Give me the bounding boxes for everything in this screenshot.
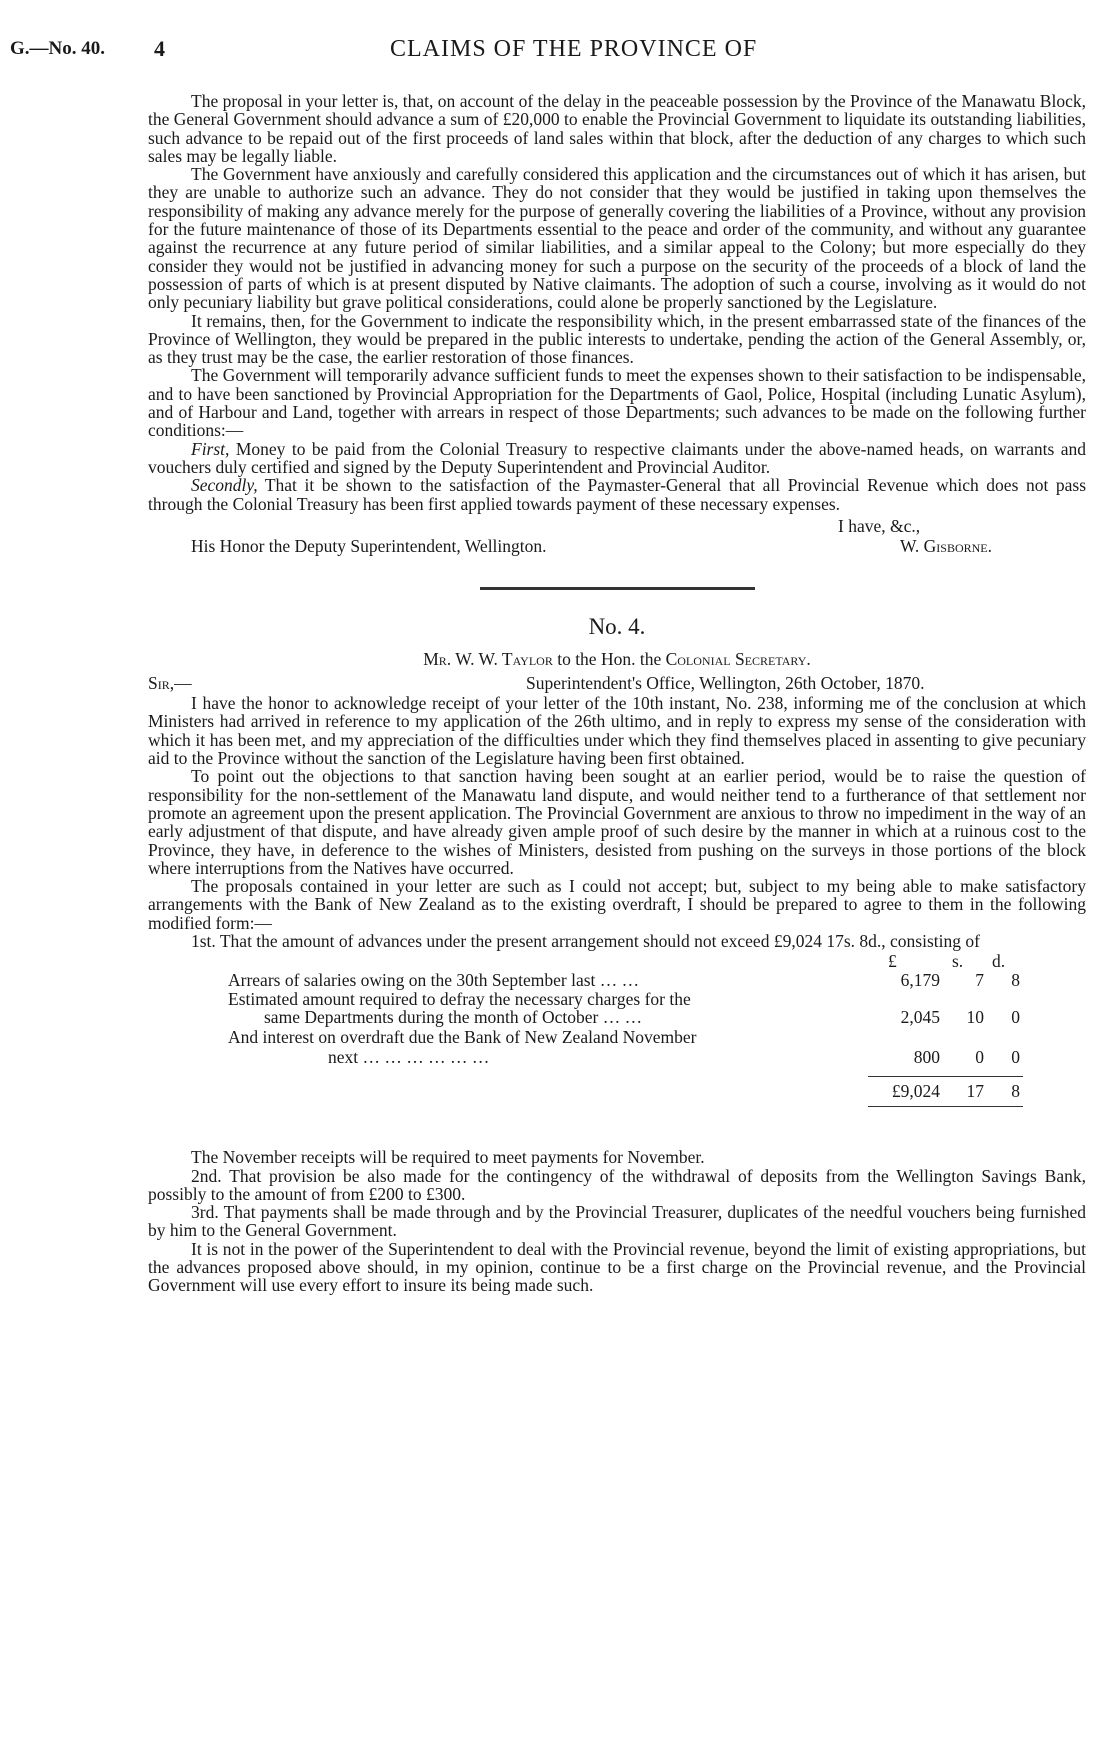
paragraph: It is not in the power of the Superintendent to deal with the Provincial revenue, beyond the limit of existing appropriations, but the advances proposed above should, in my opinion, continue to be a first charge on the Provincial revenue, and the Provincial Government will use every effort to insure its being made such. [148,1238,1086,1296]
table-total-row [228,1082,1028,1102]
letter-heading [148,650,1086,668]
col-header-pence: d. [992,951,1006,972]
paragraph: The proposal in your letter is, that, on account of the delay in the peaceable possession by the Province of the Manawatu Block, the General Government should advance a sum of £20,000 to enable the Provincial Government to liquidate its outstanding liabilities, such advance to be repaid out of the first proceeds of land sales within that block, after the deduction of any charges to which such sales may be legally liable. [148,91,1086,166]
section-divider [480,587,755,590]
sender: Mr. W. W. Taylor [423,648,553,669]
amount-pence: 0 [1011,1007,1020,1028]
table-row [228,971,1028,991]
row-label-continued: same Departments during the month of October … … [264,1007,643,1028]
row-label: Arrears of salaries owing on the 30th September last … … [228,970,640,991]
condition-label: First, [191,438,230,459]
amount-shillings: 0 [975,1047,984,1068]
paragraph: The Government will temporarily advance sufficient funds to meet the expenses shown to their satisfaction to be indispensable, and to have been sanctioned by Provincial Appropriation for the Departments of Gaol, Police, Hospital (including Lunatic Asylum), and of Harbour and Land, together with arrears in respect of those Departments; such advances to be made on the following further conditions:— [148,365,1086,441]
amount-pounds: 6,179 [900,970,940,991]
paragraph: The November receipts will be required to meet payments for November. [191,1147,705,1168]
letter-number: No. 4. [588,613,646,639]
condition-text: That it be shown to the satisfaction of the Paymaster-General that all Provincial Revenue which does not pass through the Colonial Treasury has been first applied towards payment of these necessary expenses. [148,475,1086,514]
amount-shillings: 10 [966,1007,984,1028]
office-date-line: Superintendent's Office, Wellington, 26th October, 1870. [526,673,925,694]
addressee: His Honor the Deputy Superintendent, Wellington. [191,535,547,556]
col-header-pounds: £ [888,951,897,972]
paragraph: 1st. That the amount of advances under the present arrangement should not exceed £9,024 17s. 8d., consisting of [191,930,980,951]
recipient: Colonial Secretary. [665,648,811,669]
closing-paragraphs [148,1148,1086,1294]
accounts-table [228,952,1028,1142]
signature: W. Gisborne. [900,535,993,556]
page-header [10,34,1104,66]
paragraph: To point out the objections to that sanction having been sought at an earlier period, would be to raise the question of responsibility for the non-settlement of the Manawatu land dispute, and would neither tend to a furtherance of that settlement nor promote an agreement upon the present application. The Provincial Government are anxious to throw no impediment in the way of an early adjustment of that dispute, and have already given ample proof of such desire by the manner in which at a ruinous cost to the Province, they have, in deference to the wishes of Ministers, desisted from pushing on the surveys in those portions of the block where interruptions from the Natives have occurred. [148,766,1086,878]
page-title: CLAIMS OF THE PROVINCE OF [390,36,758,62]
table-row [228,1028,1028,1068]
paragraph: The proposals contained in your letter are such as I could not accept; but, subject to my being able to make satisfactory arrangements with the Bank of New Zealand as to the existing overdraft, I should be prepared to agree to them in the following modified form:— [148,876,1086,933]
total-rule [868,1106,1023,1107]
condition-label: Secondly, [191,475,258,496]
row-label: And interest on overdraft due the Bank of New Zealand November [228,1027,697,1048]
closing: I have, &c., [838,515,921,536]
document-reference: G.—No. 40. [10,38,105,59]
amount-pounds: 2,045 [900,1007,940,1028]
row-label-continued: next … … … … … … [328,1047,490,1068]
salutation-row [148,674,1086,694]
table-row [228,990,1028,1030]
row-label: Estimated amount required to defray the necessary charges for the [228,989,691,1010]
page-body [148,92,1086,1295]
paragraph: 3rd. That payments shall be made through and by the Provincial Treasurer, duplicates of the needful vouchers being furnished by him to the General Government. [148,1202,1086,1241]
amount-pence: 8 [1011,970,1020,991]
condition-second [148,476,1086,513]
paragraph: It remains, then, for the Government to indicate the responsibility which, in the present embarrassed state of the finances of the Province of Wellington, they would be prepared in the public interests to undertake, pending the action of the General Assembly, or, as they trust may be the case, the earlier restoration of those finances. [148,310,1086,368]
amount-pence: 0 [1011,1047,1020,1068]
signature-block [148,517,1086,557]
amount-shillings: 7 [975,970,984,991]
page-number: 4 [154,36,165,61]
total-rule [868,1076,1023,1077]
total-pounds: £9,024 [891,1081,940,1102]
total-shillings: 17 [966,1081,984,1102]
condition-first [148,440,1086,477]
paragraph: The Government have anxiously and carefully considered this application and the circumstances out of which it has arisen, but they are unable to authorize such an advance. They do not consider that they would be justified in taking upon themselves the responsibility of making any advance merely for the purpose of generally covering the liabilities of a Province, without any provision for the future maintenance of those of its Departments essential to the peace and order of the community, and without any guarantee against the recurrence at any future period of similar liabilities, and a similar appeal to the Colony; but more especially do they consider they would not be justified in advancing money for such a purpose on the security of the proceeds of a block of land the possession of parts of which is at present disputed by Native claimants. The adoption of such a course, involving as it would do not only pecuniary liability but grave political considerations, could alone be properly sanctioned by the Legislature. [148,164,1086,313]
table-header-row [228,952,1028,972]
col-header-shillings: s. [952,951,964,972]
paragraph: 2nd. That provision be also made for the contingency of the withdrawal of deposits from the Wellington Savings Bank, possibly to the amount of from £200 to £300. [148,1165,1086,1204]
total-pence: 8 [1011,1081,1020,1102]
heading-connector: to the Hon. the [552,648,666,669]
amount-pounds: 800 [913,1047,940,1068]
paragraph: I have the honor to acknowledge receipt of your letter of the 10th instant, No. 238, informing me of the conclusion at which Ministers had arrived in reference to my application of the 26th ultimo, and in reply to express my sense of the consideration with which it has been met, and my appreciation of the difficulties under which they find themselves placed in assenting to give pecuniary aid to the Province without the sanction of the Legislature having been first obtained. [148,693,1086,769]
condition-text: Money to be paid from the Colonial Treasury to respective claimants under the above-named heads, on warrants and vouchers duly certified and signed by the Deputy Superintendent and Provincial Auditor. [148,438,1086,477]
salutation: Sir,— [148,673,192,694]
